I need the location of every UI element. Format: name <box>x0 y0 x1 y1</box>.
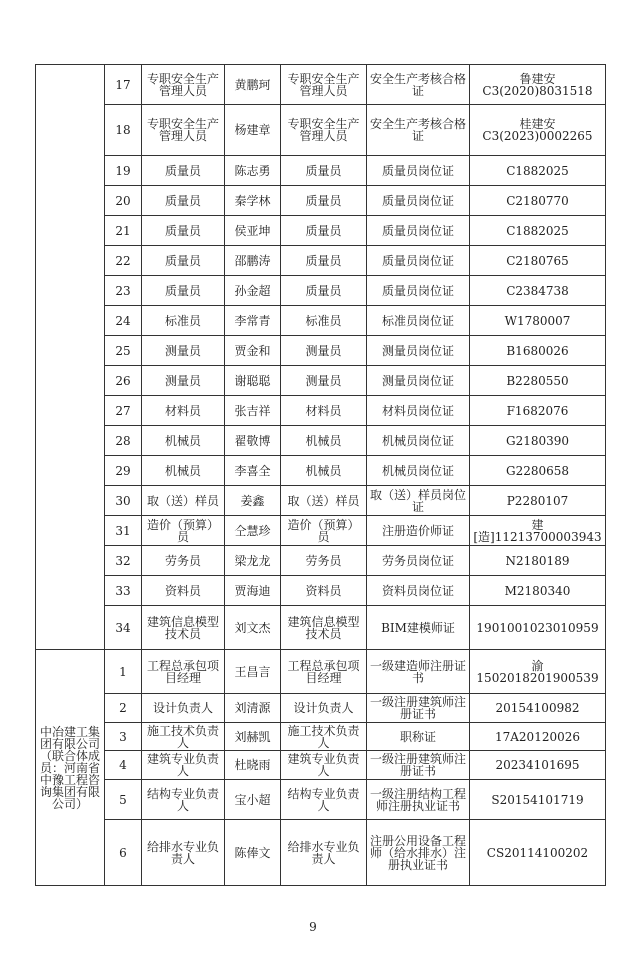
certificate-cell: 注册公用设备工程师（给水排水）注册执业证书 <box>367 820 470 886</box>
row-number: 28 <box>105 426 142 456</box>
row-number: 18 <box>105 105 142 156</box>
certificate-cell: 劳务员岗位证 <box>367 546 470 576</box>
role-cell: 质量员 <box>142 216 225 246</box>
table-row <box>36 336 606 366</box>
title-cell: 机械员 <box>281 426 367 456</box>
title-cell: 专职安全生产管理人员 <box>281 65 367 105</box>
certificate-number-cell: 20154100982 <box>470 694 606 723</box>
certificate-number-cell: N2180189 <box>470 546 606 576</box>
certificate-number-cell: 桂建安C3(2023)0002265 <box>470 105 606 156</box>
role-cell: 质量员 <box>142 156 225 186</box>
role-cell: 施工技术负责人 <box>142 723 225 751</box>
name-cell: 刘文杰 <box>225 606 281 650</box>
table-row <box>36 723 606 751</box>
certificate-cell: 标准员岗位证 <box>367 306 470 336</box>
certificate-cell: 质量员岗位证 <box>367 186 470 216</box>
role-cell: 结构专业负责人 <box>142 780 225 820</box>
certificate-cell: BIM建模师证 <box>367 606 470 650</box>
row-number: 23 <box>105 276 142 306</box>
row-number: 3 <box>105 723 142 751</box>
certificate-number-cell: C2180770 <box>470 186 606 216</box>
role-cell: 测量员 <box>142 366 225 396</box>
table-row <box>36 456 606 486</box>
certificate-cell: 一级注册结构工程师注册执业证书 <box>367 780 470 820</box>
title-cell: 质量员 <box>281 216 367 246</box>
certificate-number-cell: C2180765 <box>470 246 606 276</box>
title-cell: 质量员 <box>281 156 367 186</box>
role-cell: 标准员 <box>142 306 225 336</box>
table-row <box>36 65 606 105</box>
table-row <box>36 751 606 780</box>
title-cell: 设计负责人 <box>281 694 367 723</box>
certificate-cell: 质量员岗位证 <box>367 156 470 186</box>
row-number: 33 <box>105 576 142 606</box>
certificate-cell: 质量员岗位证 <box>367 276 470 306</box>
role-cell: 质量员 <box>142 246 225 276</box>
table-row <box>36 606 606 650</box>
certificate-cell: 资料员岗位证 <box>367 576 470 606</box>
title-cell: 标准员 <box>281 306 367 336</box>
title-cell: 施工技术负责人 <box>281 723 367 751</box>
certificate-number-cell: G2180390 <box>470 426 606 456</box>
certificate-cell: 一级建造师注册证书 <box>367 650 470 694</box>
name-cell: 梁龙龙 <box>225 546 281 576</box>
name-cell: 姜鑫 <box>225 486 281 516</box>
role-cell: 材料员 <box>142 396 225 426</box>
certificate-cell: 质量员岗位证 <box>367 216 470 246</box>
table-row <box>36 546 606 576</box>
title-cell: 结构专业负责人 <box>281 780 367 820</box>
certificate-number-cell: 建[造]11213700003943 <box>470 516 606 546</box>
row-number: 30 <box>105 486 142 516</box>
table-row <box>36 576 606 606</box>
certificate-number-cell: C1882025 <box>470 216 606 246</box>
name-cell: 仝慧珍 <box>225 516 281 546</box>
table-row <box>36 426 606 456</box>
row-number: 5 <box>105 780 142 820</box>
table-row <box>36 276 606 306</box>
certificate-number-cell: 鲁建安C3(2020)8031518 <box>470 65 606 105</box>
table-row <box>36 105 606 156</box>
row-number: 2 <box>105 694 142 723</box>
name-cell: 李喜全 <box>225 456 281 486</box>
row-number: 26 <box>105 366 142 396</box>
certificate-cell: 机械员岗位证 <box>367 426 470 456</box>
role-cell: 造价（预算）员 <box>142 516 225 546</box>
title-cell: 质量员 <box>281 186 367 216</box>
table-row <box>36 516 606 546</box>
table-row <box>36 216 606 246</box>
table-row <box>36 820 606 886</box>
name-cell: 邵鹏涛 <box>225 246 281 276</box>
role-cell: 工程总承包项目经理 <box>142 650 225 694</box>
title-cell: 取（送）样员 <box>281 486 367 516</box>
name-cell: 贾金和 <box>225 336 281 366</box>
row-number: 4 <box>105 751 142 780</box>
certificate-number-cell: S20154101719 <box>470 780 606 820</box>
role-cell: 给排水专业负责人 <box>142 820 225 886</box>
row-number: 1 <box>105 650 142 694</box>
title-cell: 资料员 <box>281 576 367 606</box>
row-number: 21 <box>105 216 142 246</box>
name-cell: 杜晓雨 <box>225 751 281 780</box>
certificate-number-cell: 17A20120026 <box>470 723 606 751</box>
role-cell: 机械员 <box>142 426 225 456</box>
title-cell: 材料员 <box>281 396 367 426</box>
certificate-number-cell: P2280107 <box>470 486 606 516</box>
unit-cell <box>36 65 105 650</box>
role-cell: 专职安全生产管理人员 <box>142 105 225 156</box>
title-cell: 测量员 <box>281 336 367 366</box>
name-cell: 侯亚坤 <box>225 216 281 246</box>
certificate-cell: 测量员岗位证 <box>367 336 470 366</box>
table-row <box>36 186 606 216</box>
table-row <box>36 396 606 426</box>
table-row <box>36 650 606 694</box>
certificate-cell: 一级注册建筑师注册证书 <box>367 751 470 780</box>
title-cell: 机械员 <box>281 456 367 486</box>
personnel-table <box>35 64 606 886</box>
role-cell: 测量员 <box>142 336 225 366</box>
name-cell: 宝小超 <box>225 780 281 820</box>
role-cell: 资料员 <box>142 576 225 606</box>
table-body <box>36 65 606 886</box>
table-row <box>36 780 606 820</box>
row-number: 19 <box>105 156 142 186</box>
certificate-number-cell: 1901001023010959 <box>470 606 606 650</box>
name-cell: 陈俸文 <box>225 820 281 886</box>
certificate-number-cell: G2280658 <box>470 456 606 486</box>
certificate-number-cell: M2180340 <box>470 576 606 606</box>
name-cell: 陈志勇 <box>225 156 281 186</box>
role-cell: 质量员 <box>142 276 225 306</box>
table-row <box>36 366 606 396</box>
row-number: 22 <box>105 246 142 276</box>
row-number: 24 <box>105 306 142 336</box>
certificate-number-cell: W1780007 <box>470 306 606 336</box>
certificate-number-cell: 20234101695 <box>470 751 606 780</box>
role-cell: 取（送）样员 <box>142 486 225 516</box>
certificate-number-cell: B2280550 <box>470 366 606 396</box>
name-cell: 孙金超 <box>225 276 281 306</box>
role-cell: 建筑信息模型技术员 <box>142 606 225 650</box>
certificate-number-cell: C1882025 <box>470 156 606 186</box>
name-cell: 王昌言 <box>225 650 281 694</box>
title-cell: 专职安全生产管理人员 <box>281 105 367 156</box>
certificate-cell: 注册造价师证 <box>367 516 470 546</box>
title-cell: 质量员 <box>281 246 367 276</box>
row-number: 6 <box>105 820 142 886</box>
row-number: 27 <box>105 396 142 426</box>
certificate-cell: 取（送）样员岗位证 <box>367 486 470 516</box>
role-cell: 建筑专业负责人 <box>142 751 225 780</box>
row-number: 20 <box>105 186 142 216</box>
table-row <box>36 306 606 336</box>
table-row <box>36 156 606 186</box>
role-cell: 劳务员 <box>142 546 225 576</box>
name-cell: 刘清源 <box>225 694 281 723</box>
certificate-cell: 安全生产考核合格证 <box>367 65 470 105</box>
row-number: 17 <box>105 65 142 105</box>
name-cell: 杨建章 <box>225 105 281 156</box>
row-number: 32 <box>105 546 142 576</box>
row-number: 25 <box>105 336 142 366</box>
title-cell: 建筑专业负责人 <box>281 751 367 780</box>
certificate-cell: 机械员岗位证 <box>367 456 470 486</box>
table-row <box>36 486 606 516</box>
title-cell: 质量员 <box>281 276 367 306</box>
row-number: 29 <box>105 456 142 486</box>
certificate-cell: 职称证 <box>367 723 470 751</box>
name-cell: 翟敬博 <box>225 426 281 456</box>
name-cell: 张吉祥 <box>225 396 281 426</box>
name-cell: 贾海迪 <box>225 576 281 606</box>
page-number: 9 <box>309 920 317 934</box>
certificate-cell: 一级注册建筑师注册证书 <box>367 694 470 723</box>
certificate-cell: 质量员岗位证 <box>367 246 470 276</box>
title-cell: 建筑信息模型技术员 <box>281 606 367 650</box>
certificate-number-cell: CS20114100202 <box>470 820 606 886</box>
row-number: 31 <box>105 516 142 546</box>
row-number: 34 <box>105 606 142 650</box>
role-cell: 设计负责人 <box>142 694 225 723</box>
certificate-cell: 安全生产考核合格证 <box>367 105 470 156</box>
name-cell: 李常青 <box>225 306 281 336</box>
certificate-cell: 材料员岗位证 <box>367 396 470 426</box>
title-cell: 工程总承包项目经理 <box>281 650 367 694</box>
certificate-number-cell: B1680026 <box>470 336 606 366</box>
role-cell: 质量员 <box>142 186 225 216</box>
title-cell: 测量员 <box>281 366 367 396</box>
certificate-number-cell: F1682076 <box>470 396 606 426</box>
unit-cell: 中冶建工集团有限公司（联合体成员：河南省中豫工程咨询集团有限公司） <box>36 650 105 886</box>
table-row <box>36 246 606 276</box>
name-cell: 秦学林 <box>225 186 281 216</box>
title-cell: 给排水专业负责人 <box>281 820 367 886</box>
certificate-number-cell: 渝1502018201900539 <box>470 650 606 694</box>
role-cell: 专职安全生产管理人员 <box>142 65 225 105</box>
name-cell: 谢聪聪 <box>225 366 281 396</box>
table-row <box>36 694 606 723</box>
certificate-cell: 测量员岗位证 <box>367 366 470 396</box>
role-cell: 机械员 <box>142 456 225 486</box>
title-cell: 造价（预算）员 <box>281 516 367 546</box>
name-cell: 刘赫凯 <box>225 723 281 751</box>
name-cell: 黄鹏珂 <box>225 65 281 105</box>
certificate-number-cell: C2384738 <box>470 276 606 306</box>
title-cell: 劳务员 <box>281 546 367 576</box>
